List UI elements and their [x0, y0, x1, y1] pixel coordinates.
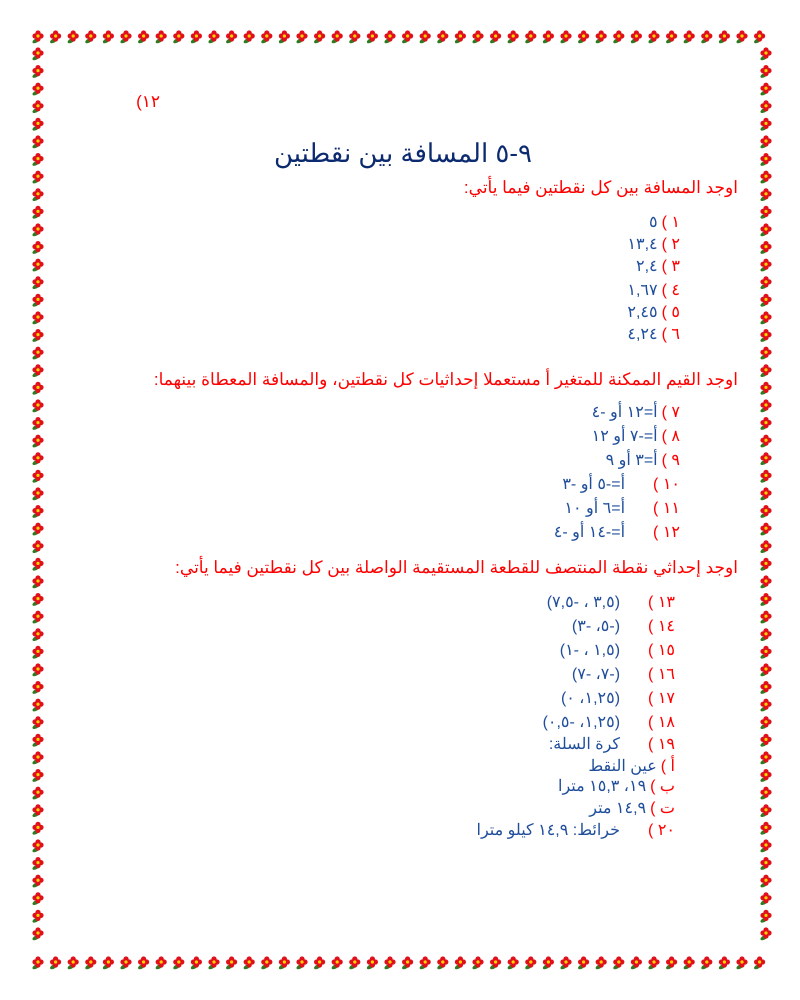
item-answer: ٢,٤	[635, 258, 658, 275]
list-item	[558, 776, 675, 796]
item-answer: كرة السلة:	[548, 736, 621, 753]
item-number: ٦ )	[661, 326, 680, 343]
item-number: ٢٠ )	[648, 822, 675, 839]
item-number: ١٣ )	[648, 594, 675, 611]
section-1-heading: اوجد المسافة بين كل نقطتين فيما يأتي:	[463, 178, 738, 197]
item-answer: خرائط: ١٤,٩ كيلو مترا	[476, 822, 621, 839]
item-answer: ٤,٢٤	[627, 326, 658, 343]
item-number: ١٩ )	[648, 736, 675, 753]
list-item	[564, 498, 680, 518]
item-answer: (٣,٥ ، -٧,٥)	[546, 594, 621, 611]
list-item	[543, 712, 675, 732]
item-answer: (-٥، -٣)	[571, 618, 621, 635]
item-answer: أ=١٢ أو -٤	[591, 404, 658, 421]
list-item	[560, 640, 675, 660]
list-item	[547, 592, 675, 612]
list-item	[649, 212, 680, 232]
list-item	[606, 450, 680, 470]
item-answer: ٢,٤٥	[627, 304, 658, 321]
list-item	[572, 664, 675, 684]
list-item	[554, 522, 680, 542]
item-answer: أ=-٥ أو -٣	[562, 476, 626, 493]
item-number: ٥ )	[661, 304, 680, 321]
item-number: ٧ )	[661, 404, 680, 421]
page-number: ١٢)	[136, 92, 160, 111]
list-item	[592, 402, 680, 422]
item-number: ١٦ )	[648, 666, 675, 683]
item-answer: ١٩، ١٥,٣ مترا	[558, 778, 647, 795]
item-number: ١١ )	[653, 500, 680, 517]
list-item	[636, 256, 680, 276]
item-number: ١ )	[661, 214, 680, 231]
list-item	[572, 616, 675, 636]
item-answer: عين النقط	[588, 758, 657, 775]
section-2-heading: اوجد القيم الممكنة للمتغير أ مستعملا إحداثيات كل نقطتين، والمسافة المعطاة بينهما:	[153, 370, 738, 389]
item-number: ١٥ )	[648, 642, 675, 659]
item-number: ١٨ )	[648, 714, 675, 731]
list-item	[627, 280, 680, 300]
list-item	[561, 688, 675, 708]
section-3-heading: اوجد إحداثي نقطة المنتصف للقطعة المستقيمة الواصلة بين كل نقطتين فيما يأتي:	[175, 558, 738, 577]
item-answer: ١٤,٩ متر	[589, 800, 647, 817]
page-title: ٩-٥ المسافة بين نقطتين	[273, 138, 532, 168]
item-answer: أ=-١٤ أو -٤	[553, 524, 626, 541]
item-number: ١٤ )	[648, 618, 675, 635]
item-number: ١٧ )	[648, 690, 675, 707]
list-item	[592, 426, 680, 446]
item-number: ٨ )	[661, 428, 680, 445]
list-item	[589, 798, 675, 818]
item-answer: أ=٣ أو ٩	[605, 452, 658, 469]
item-number: ٩ )	[661, 452, 680, 469]
list-item	[549, 734, 675, 754]
item-answer: ١,٦٧	[627, 282, 658, 299]
item-number: ١٢ )	[653, 524, 680, 541]
list-item	[627, 234, 680, 254]
item-number: أ )	[660, 758, 675, 775]
item-answer: (١,٢٥، ٠)	[560, 690, 621, 707]
item-answer: (١,٥ ، -١)	[559, 642, 621, 659]
list-item	[588, 756, 675, 776]
item-number: ٢ )	[661, 236, 680, 253]
list-item	[627, 324, 680, 344]
item-number: ٤ )	[661, 282, 680, 299]
item-number: ب )	[650, 778, 675, 795]
item-answer: (-٧، -٧)	[571, 666, 621, 683]
item-answer: أ=٦ أو ١٠	[564, 500, 626, 517]
list-item	[562, 474, 680, 494]
list-item	[627, 302, 680, 322]
item-answer: (١,٢٥، -٠,٥)	[542, 714, 621, 731]
item-answer: ٥	[649, 214, 658, 231]
item-number: ١٠ )	[653, 476, 680, 493]
item-number: ت )	[650, 800, 675, 817]
item-answer: ١٣,٤	[627, 236, 658, 253]
list-item	[477, 820, 675, 840]
item-answer: أ=-٧ أو ١٢	[591, 428, 658, 445]
item-number: ٣ )	[661, 258, 680, 275]
